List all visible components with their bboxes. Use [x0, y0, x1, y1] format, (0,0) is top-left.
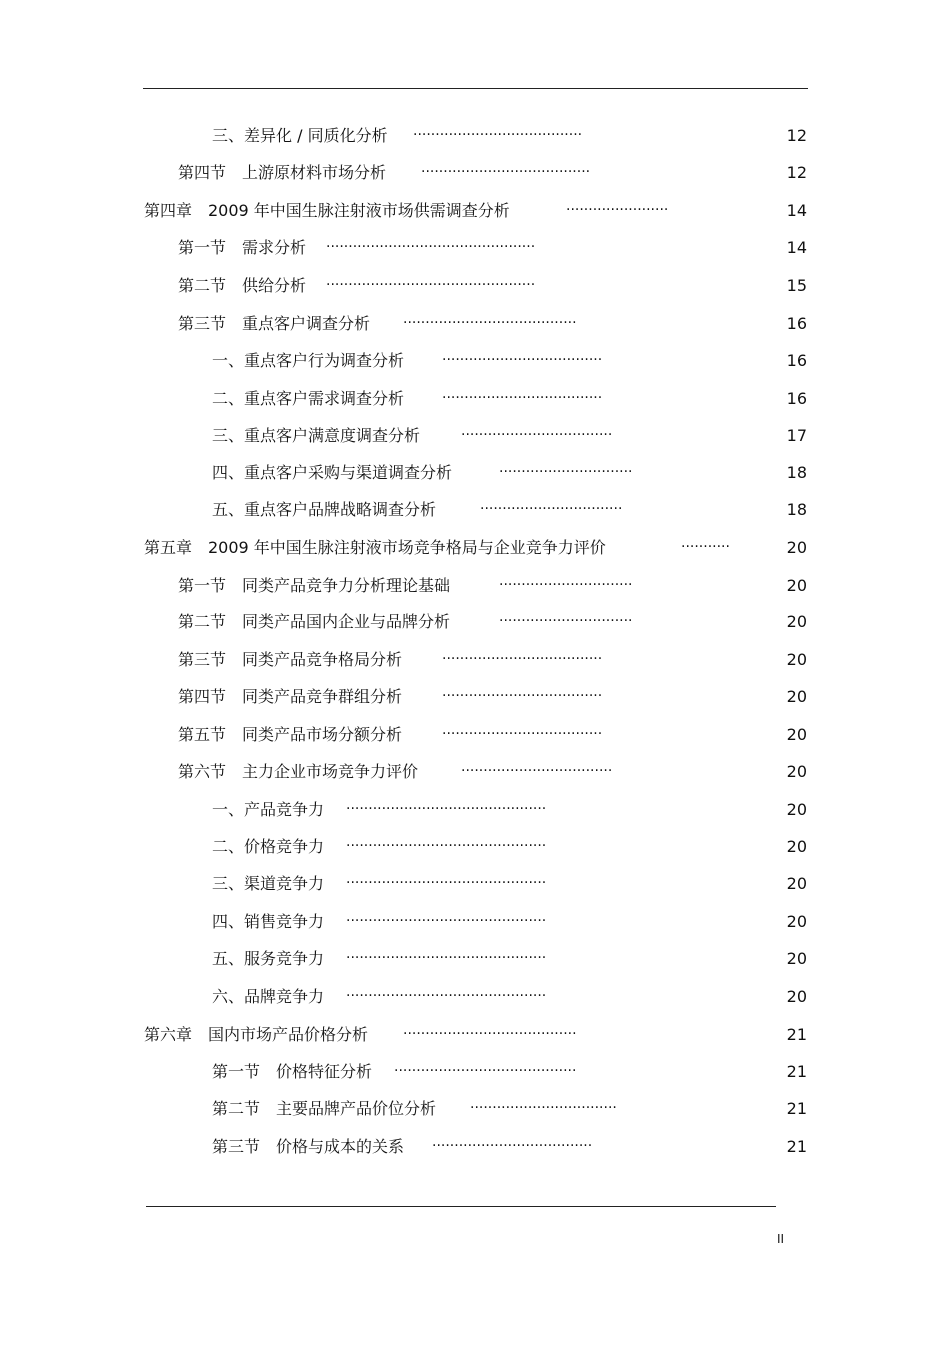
- toc-entry-label: 第一节 价格特征分析: [212, 1062, 373, 1081]
- toc-entry[interactable]: [0, 753, 950, 790]
- toc-entry-page: 21: [786, 1025, 807, 1044]
- toc-entry-label: 一、产品竞争力: [212, 800, 325, 819]
- toc-entry-label: 第三节 价格与成本的关系: [212, 1137, 405, 1156]
- toc-entry-page: 21: [786, 1062, 807, 1081]
- toc-entry[interactable]: [0, 1053, 950, 1090]
- toc-entry-page: 18: [786, 500, 807, 519]
- toc-entry-page: 20: [786, 800, 807, 819]
- toc-entry-leader: .............................................: [346, 946, 547, 962]
- toc-entry-label: 第五章 2009 年中国生脉注射液市场竞争格局与企业竞争力评价: [144, 538, 606, 557]
- toc-entry[interactable]: [0, 978, 950, 1015]
- toc-entry-label: 六、品牌竞争力: [212, 987, 325, 1006]
- toc-entry-label: 三、渠道竞争力: [212, 874, 325, 893]
- toc-entry-label: 第三节 同类产品竞争格局分析: [178, 650, 403, 669]
- toc-entry-page: 15: [786, 276, 807, 295]
- toc-entry-page: 20: [786, 650, 807, 669]
- toc-entry[interactable]: [0, 567, 950, 604]
- toc-entry-leader: ..................................: [461, 423, 613, 439]
- toc-entry-page: 20: [786, 912, 807, 931]
- toc-entry-label: 第四节 上游原材料市场分析: [178, 163, 387, 182]
- toc-entry-label: 第六节 主力企业市场竞争力评价: [178, 762, 419, 781]
- toc-entry-leader: ..............................: [499, 460, 633, 476]
- toc-entry-page: 12: [786, 126, 807, 145]
- toc-entry-page: 20: [786, 576, 807, 595]
- toc-entry[interactable]: [0, 229, 950, 266]
- toc-entry-page: 14: [786, 238, 807, 257]
- toc-entry-leader: .............................................: [346, 871, 547, 887]
- toc-entry-leader: .......................: [566, 198, 669, 214]
- toc-entry-label: 第六章 国内市场产品价格分析: [144, 1025, 369, 1044]
- toc-entry-page: 20: [786, 949, 807, 968]
- toc-entry-leader: .................................: [470, 1096, 617, 1112]
- toc-entry-page: 16: [786, 314, 807, 333]
- toc-entry[interactable]: [0, 1128, 950, 1165]
- toc-entry-leader: .............................................: [346, 797, 547, 813]
- toc-entry-page: 16: [786, 351, 807, 370]
- toc-entry-page: 20: [786, 762, 807, 781]
- toc-entry-page: 20: [786, 538, 807, 557]
- toc-entry[interactable]: [0, 529, 950, 566]
- toc-entry-leader: .......................................: [403, 311, 577, 327]
- toc-entry[interactable]: [0, 1016, 950, 1053]
- toc-entry-label: 五、服务竞争力: [212, 949, 325, 968]
- toc-entry-leader: ..............................: [499, 609, 633, 625]
- toc-entry-label: 第五节 同类产品市场分额分析: [178, 725, 403, 744]
- toc-entry[interactable]: [0, 865, 950, 902]
- toc-entry-leader: .............................................: [346, 909, 547, 925]
- toc-entry-page: 18: [786, 463, 807, 482]
- toc-entry[interactable]: [0, 305, 950, 342]
- toc-entry-leader: .............................................: [346, 984, 547, 1000]
- toc-entry-label: 第三节 重点客户调查分析: [178, 314, 371, 333]
- toc-entry-leader: ....................................: [442, 684, 603, 700]
- toc-entry[interactable]: [0, 641, 950, 678]
- toc-entry-page: 20: [786, 687, 807, 706]
- toc-entry[interactable]: [0, 678, 950, 715]
- toc-entry[interactable]: [0, 192, 950, 229]
- toc-entry-page: 12: [786, 163, 807, 182]
- toc-entry-label: 一、重点客户行为调查分析: [212, 351, 405, 370]
- toc-entry-leader: ....................................: [432, 1134, 593, 1150]
- footer-rule: [146, 1206, 776, 1207]
- toc-entry-leader: ......................................: [421, 160, 591, 176]
- toc-entry[interactable]: [0, 417, 950, 454]
- toc-entry[interactable]: [0, 154, 950, 191]
- toc-entry[interactable]: [0, 903, 950, 940]
- toc-entry[interactable]: [0, 1090, 950, 1127]
- toc-entry-leader: ...............................................: [326, 235, 536, 251]
- toc-entry-label: 二、价格竞争力: [212, 837, 325, 856]
- toc-entry-leader: ....................................: [442, 722, 603, 738]
- toc-entry-label: 二、重点客户需求调查分析: [212, 389, 405, 408]
- toc-entry-leader: ....................................: [442, 386, 603, 402]
- toc-entry-page: 20: [786, 725, 807, 744]
- toc-entry[interactable]: [0, 828, 950, 865]
- toc-entry-label: 第二节 供给分析: [178, 276, 307, 295]
- toc-entry-leader: ..............................: [499, 573, 633, 589]
- toc-entry-label: 五、重点客户品牌战略调查分析: [212, 500, 437, 519]
- toc-entry-leader: .........................................: [394, 1059, 577, 1075]
- toc-entry-label: 三、重点客户满意度调查分析: [212, 426, 421, 445]
- toc-entry-page: 17: [786, 426, 807, 445]
- toc-entry-label: 第一节 同类产品竞争力分析理论基础: [178, 576, 451, 595]
- toc-entry-page: 20: [786, 612, 807, 631]
- toc-entry[interactable]: [0, 716, 950, 753]
- toc-entry-leader: ...............................................: [326, 273, 536, 289]
- toc-entry-leader: .......................................: [403, 1022, 577, 1038]
- toc-entry-page: 20: [786, 874, 807, 893]
- toc-entry-label: 三、差异化 / 同质化分析: [212, 126, 388, 145]
- page-number: II: [777, 1232, 785, 1246]
- toc-entry-label: 第二节 主要品牌产品价位分析: [212, 1099, 437, 1118]
- toc-entry-label: 第四章 2009 年中国生脉注射液市场供需调查分析: [144, 201, 510, 220]
- toc-entry-page: 20: [786, 837, 807, 856]
- toc-entry[interactable]: [0, 342, 950, 379]
- toc-entry[interactable]: [0, 267, 950, 304]
- toc-entry[interactable]: [0, 380, 950, 417]
- toc-entry[interactable]: [0, 491, 950, 528]
- toc-entry[interactable]: [0, 603, 950, 640]
- toc-entry-leader: ....................................: [442, 348, 603, 364]
- header-rule: [143, 88, 808, 89]
- toc-entry-label: 四、重点客户采购与渠道调查分析: [212, 463, 453, 482]
- toc-entry-leader: ..................................: [461, 759, 613, 775]
- toc-entry[interactable]: [0, 791, 950, 828]
- toc-entry-page: 21: [786, 1099, 807, 1118]
- toc-entry-page: 16: [786, 389, 807, 408]
- toc-entry-label: 四、销售竞争力: [212, 912, 325, 931]
- toc-entry-page: 21: [786, 1137, 807, 1156]
- toc-entry-page: 20: [786, 987, 807, 1006]
- toc-entry[interactable]: [0, 117, 950, 154]
- toc-entry-leader: ................................: [480, 497, 623, 513]
- toc-entry-label: 第四节 同类产品竞争群组分析: [178, 687, 403, 706]
- toc-entry[interactable]: [0, 940, 950, 977]
- toc-entry-leader: ....................................: [442, 647, 603, 663]
- toc-entry-label: 第一节 需求分析: [178, 238, 307, 257]
- toc-entry-leader: .............................................: [346, 834, 547, 850]
- toc-entry[interactable]: [0, 454, 950, 491]
- toc-entry-label: 第二节 同类产品国内企业与品牌分析: [178, 612, 451, 631]
- toc-entry-leader: ......................................: [413, 123, 583, 139]
- toc-entry-leader: ...........: [681, 535, 730, 551]
- toc-entry-page: 14: [786, 201, 807, 220]
